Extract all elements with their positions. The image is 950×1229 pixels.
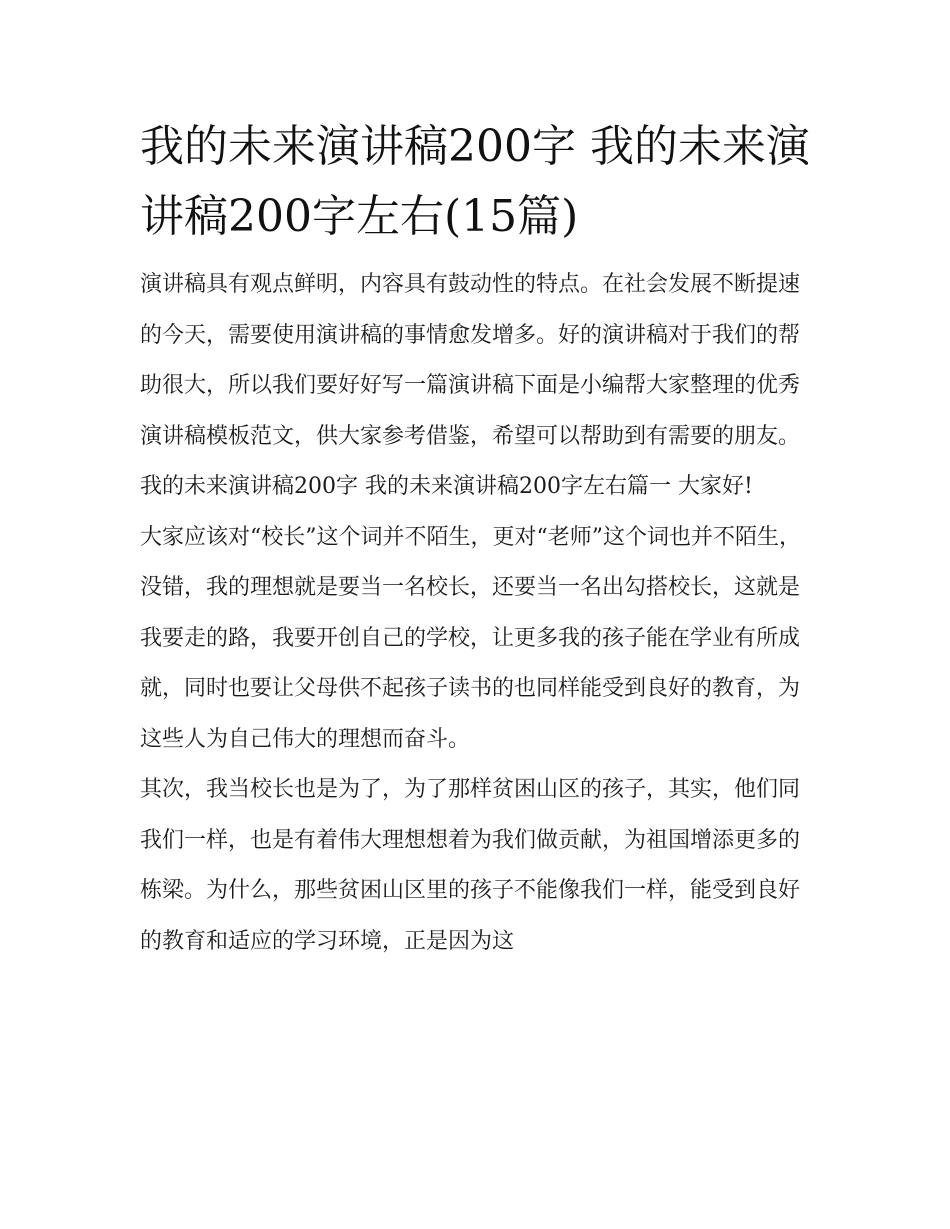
- intro-paragraph: 演讲稿具有观点鲜明，内容具有鼓动性的特点。在社会发展不断提速的今天，需要使用演讲稿的事情愈发增多。好的演讲稿对于我们的帮助很大，所以我们要好好写一篇演讲稿下面是小编帮大家整理的优秀演讲稿模板范文，供大家参考借鉴，希望可以帮助到有需要的朋友。: [140, 272, 801, 449]
- document-body: [140, 112, 812, 967]
- title-block: [140, 112, 812, 252]
- document-title: 我的未来演讲稿200字 我的未来演讲稿200字左右(15篇): [140, 121, 810, 242]
- body-paragraph: 大家应该对“校长”这个词并不陌生，更对“老师”这个词也并不陌生，没错，我的理想就是要当一名校长，还要当一名出勾搭校长，这就是我要走的路，我要开创自己的学校，让更多我的孩子能在学业有所成就，同时也要让父母供不起孩子读书的也同样能受到良好的教育，为这些人为自己伟大的理想而奋斗。: [140, 524, 801, 752]
- body-paragraph: 其次，我当校长也是为了，为了那样贫困山区的孩子，其实，他们同我们一样，也是有着伟大理想想着为我们做贡献，为祖国增添更多的栋梁。为什么，那些贫困山区里的孩子不能像我们一样，能受到良好的教育和适应的学习环境，正是因为这: [140, 777, 801, 954]
- section-heading-paragraph: 我的未来演讲稿200字 我的未来演讲稿200字左右篇一 大家好!: [140, 474, 753, 499]
